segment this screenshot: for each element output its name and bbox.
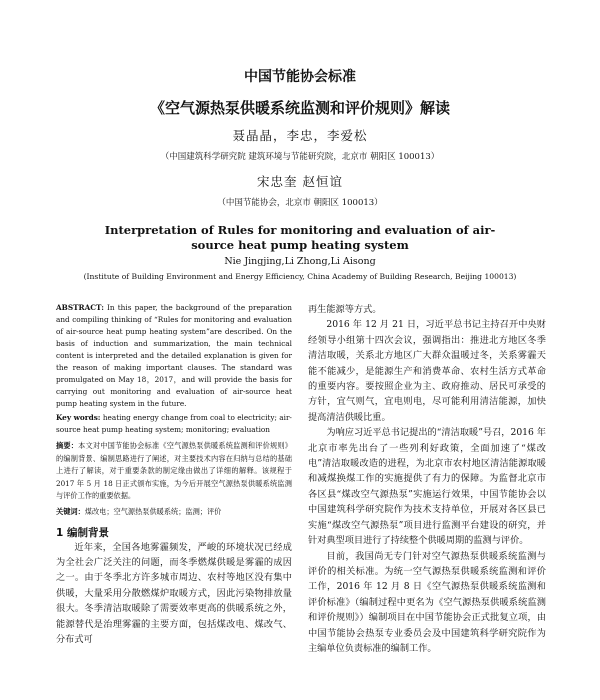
keywords-en-label: Key words: (56, 413, 101, 422)
body-paragraph: 为响应习近平总书记提出的“清洁取暖”号召，2016 年北京市率先出台了一些列利好政策，全面加速了“煤改电”清洁取暖改造的进程，为北京市农村地区清洁能源取暖和减煤换煤工作的实施提供了有力的保障。为监督北京市各区县“煤改空气源热泵”实施运行效果，中国节能协会以中国建筑科学研究院作为技术支持单位，开展对各区县已实施“煤改空气源热泵”项目进行监测平台建设的研究，并针对典型项目进行了持续整个供暖周期的监测与评价。 (308, 427, 546, 547)
abstract-cn-label: 摘要： (56, 441, 79, 450)
affiliation-en: (Institute of Building Environment and Energy Efficiency, China Academy of Building Research, Beijing 100013) (83, 272, 517, 281)
paper-title-cn: 《空气源热泵供暖系统监测和评价规则》解读 (149, 99, 450, 117)
abstract-en-text: In this paper, the background of the preparation and compiling thinking of “Rules for monitoring and evaluation of air-source heat pump heating system”are described. On the basis of induction and summarization, the main technical content is interpreted and the detailed explanation is given for the reason of making important clauses. The standard was promulgated on May 18，2017，and will provide the basis for carrying out monitoring and evaluation of air-source heat pump heating system in the future. (56, 303, 292, 408)
keywords-cn-text: 煤改电；空气源热泵供暖系统；监测；评价 (84, 506, 222, 516)
body-paragraph: 2016 年 12 月 21 日，习近平总书记主持召开中央财经领导小组第十四次会议，强调指出：推进北方地区冬季清洁取暖，关系北方地区广大群众温暖过冬，关系雾霾天能不能减少，是能源生产和消费革命、农村生活方式革命的重要内容。要按照企业为主、政府推动、居民可承受的方针，宜气则气，宜电则电，尽可能利用清洁能源，加快提高清洁供暖比重。 (308, 319, 546, 423)
body-paragraph-continued: 再生能源等方式。 (308, 304, 382, 315)
abstract-en (56, 302, 292, 410)
abstract-cn-text: 本文对中国节能协会标准《空气源热泵供暖系统监测和评价规则》的编制背景、编制思路进行了阐述，对主要技术内容在归纳与总结的基础上进行了解读，对于重要条款的制定缘由做出了详细的解释。该规程于 2017 年 5 月 18 日正式颁布实施，为今后开展空气源热泵供暖系统监测与评价工作的重要依据。 (56, 441, 292, 500)
affiliation-cn-secondary: （中国节能协会，北京市 朝阳区 100013） (217, 198, 383, 208)
body-paragraph: 目前，我国尚无专门针对空气源热泵供暖系统监测与评价的相关标准。为统一空气源热泵供暖系统监测和评价工作，2016 年 12 月 8 日《空气源热泵供暖系统监测和评价标准》（编制过程中更名为《空气源热泵供暖系统监测和评价规则》）编制项目在中国节能协会正式批复立项，由中国节能协会热泵专业委员会及中国建筑科学研究院作为主编单位负责标准的编制工作。 (308, 550, 546, 654)
right-column (308, 302, 546, 656)
authors-cn-secondary: 宋忠奎 赵恒谊 (257, 174, 343, 189)
body-paragraph: 近年来，全国各地雾霾频发，严峻的环境状况已经成为全社会广泛关注的问题，而冬季燃煤供暖是雾霾的成因之一。由于冬季北方许多城市周边、农村等地区没有集中供暖，大量采用分散燃煤炉取暖方式，因此污染物排放量很大。冬季清洁取暖除了需要效率更高的供暖系统之外，能源替代是治理雾霾的主要方面，包括煤改电、煤改气、分布式可 (56, 541, 292, 645)
keywords-cn-label: 关键词： (56, 506, 85, 516)
left-column (56, 302, 292, 647)
authors-en: Nie Jingjing,Li Zhong,Li Aisong (224, 256, 376, 267)
section-heading: 1 编制背景 (56, 526, 109, 539)
abstract-cn (56, 440, 292, 503)
keywords-en (56, 412, 292, 436)
abstract-en-label: ABSTRACT: (56, 303, 104, 312)
section-body-left (56, 540, 292, 648)
authors-cn-primary: 聂晶晶，李忠，李爱松 (232, 128, 368, 143)
affiliation-cn-primary: （中国建筑科学研究院 建筑环境与节能研究院，北京市 朝阳区 100013） (160, 152, 440, 162)
keywords-cn (56, 506, 292, 518)
paper-title-en: Interpretation of Rules for monitoring and evaluation of air-source heat pump heating system (104, 223, 496, 252)
keywords-en-text: heating energy change from coal to electricity; air-source heat pump heating system; monitoring; evaluation (56, 413, 292, 434)
standard-org-title: 中国节能协会标准 (244, 69, 356, 85)
